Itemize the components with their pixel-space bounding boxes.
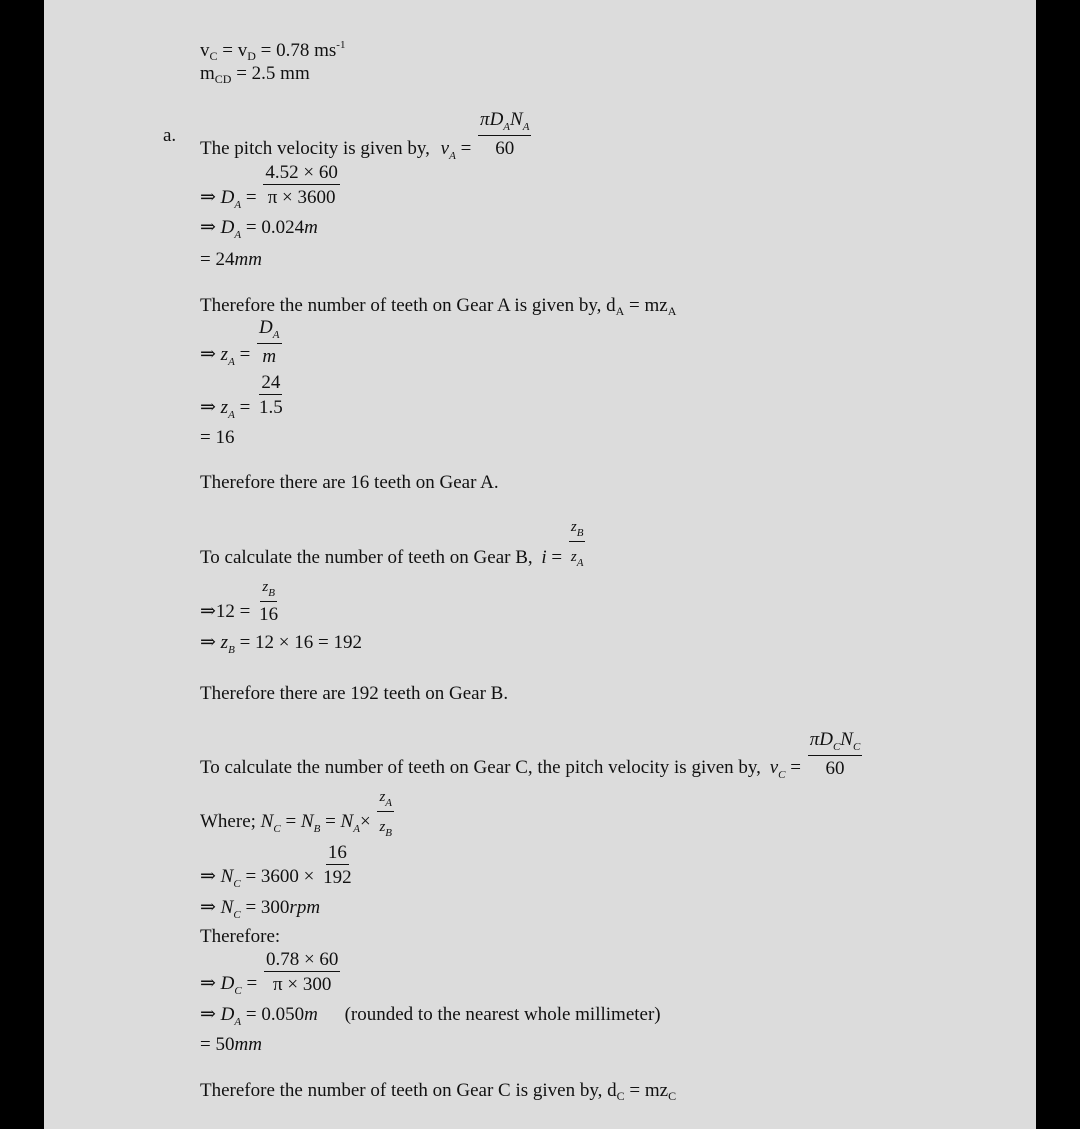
lhs [200, 866, 315, 891]
arrow-icon: ⇒ [200, 973, 216, 995]
text: = v [217, 40, 248, 61]
text: = 24 [200, 249, 235, 270]
text: = [246, 973, 258, 995]
var: D [259, 317, 273, 338]
var: D [220, 217, 235, 238]
numerator [478, 110, 531, 136]
text: = 0.024 [245, 217, 305, 238]
pitch-velocity-line [200, 109, 533, 163]
text: To calculate the number of teeth on Gear B, [200, 546, 533, 568]
var: z [570, 549, 577, 565]
fraction [569, 520, 586, 569]
unit: mm [234, 1034, 262, 1055]
za-step3: = 16 [200, 427, 235, 448]
conclusion-gear-b: Therefore there are 192 teeth on Gear B. [200, 683, 509, 704]
text: Therefore the number of teeth on Gear A is given by, d [200, 295, 616, 316]
numerator: 24 [261, 372, 281, 393]
conclusion-gear-a: Therefore there are 16 teeth on Gear A. [200, 472, 499, 493]
numerator [569, 520, 586, 542]
za-step1 [200, 317, 284, 369]
subscript: C [778, 769, 786, 782]
denominator [569, 542, 586, 569]
subscript: A [576, 557, 584, 569]
dc-step2 [200, 1005, 661, 1028]
lhs [200, 397, 251, 422]
text: = [460, 138, 472, 160]
denominator: π × 3600 [267, 187, 336, 208]
denominator: 1.5 [259, 397, 283, 418]
subscript: A [522, 121, 530, 133]
subscript: C [209, 49, 218, 63]
text: To calculate the number of teeth on Gear C, the pitch velocity is given by, [200, 757, 761, 779]
numerator: 4.52 × 60 [265, 162, 338, 183]
text: = mz [624, 295, 668, 316]
subscript: A [234, 1016, 242, 1028]
denominator: 16 [259, 604, 279, 625]
za-step2 [200, 372, 287, 422]
arrow-icon: ⇒ [200, 632, 216, 653]
subscript: A [353, 822, 360, 835]
arrow-icon: ⇒ [200, 187, 216, 209]
unit: mm [234, 249, 262, 270]
subscript: A [503, 121, 511, 133]
var: N [220, 897, 234, 918]
zb-step1 [200, 580, 282, 624]
unit: m [304, 1004, 318, 1025]
lhs [200, 187, 257, 212]
numerator [257, 318, 281, 344]
subscript: A [272, 329, 280, 341]
text: = 300 [245, 897, 290, 918]
denominator: 60 [495, 138, 515, 159]
text: = [790, 757, 801, 779]
subscript: A [449, 150, 456, 163]
var: D [819, 729, 833, 750]
text: = 0.050 [245, 1004, 305, 1025]
rounding-note: (rounded to the nearest whole millimeter) [344, 1004, 661, 1025]
numerator [808, 730, 863, 756]
document-page [44, 0, 1036, 1129]
denominator: 60 [825, 758, 845, 779]
var: z [379, 819, 386, 835]
text: = mz [624, 1080, 669, 1101]
var: v [769, 757, 779, 779]
fraction [808, 730, 863, 778]
text: The pitch velocity is given by, [200, 138, 430, 160]
denominator: 192 [323, 867, 352, 888]
text: = [285, 810, 297, 832]
da-step3 [200, 250, 262, 269]
subscript: A [385, 797, 393, 809]
subscript: C [234, 985, 242, 998]
unit: rpm [289, 897, 321, 918]
denominator: m [262, 346, 277, 367]
numerator [377, 790, 394, 812]
subscript: B [268, 587, 275, 599]
subscript: C [852, 741, 861, 753]
numerator: 16 [327, 842, 347, 863]
lhs [200, 973, 258, 998]
fraction [264, 950, 340, 994]
teeth-c-intro [200, 729, 864, 782]
teeth-c-outro [200, 1081, 676, 1102]
zb-step2 [200, 633, 362, 656]
denominator [377, 812, 394, 839]
var: N [840, 729, 853, 750]
therefore-label: Therefore: [200, 926, 281, 947]
subscript: B [313, 822, 321, 835]
subscript: C [616, 1089, 625, 1103]
text: = [239, 344, 251, 366]
var: N [220, 866, 234, 888]
dc-step1 [200, 949, 342, 998]
denominator: π × 300 [273, 974, 332, 995]
subscript: C [832, 741, 841, 753]
teeth-b-intro [200, 520, 587, 569]
arrow-icon: ⇒ [200, 217, 216, 238]
subscript: CD [214, 72, 232, 86]
nc-step2 [200, 898, 320, 921]
fraction [377, 790, 394, 839]
teeth-a-intro [200, 296, 676, 317]
dc-step3 [200, 1035, 262, 1054]
text: m [200, 63, 215, 84]
var: z [570, 519, 577, 535]
subscript: D [247, 49, 256, 63]
var: z [262, 579, 269, 595]
arrow-icon: ⇒ [200, 897, 216, 918]
arrow-icon: ⇒ [200, 1004, 216, 1025]
given-velocity-line [200, 40, 345, 62]
subscript: B [228, 644, 235, 656]
var: N [300, 810, 314, 832]
text: 12 = [215, 601, 251, 623]
fraction [257, 580, 280, 624]
subscript: A [228, 409, 235, 422]
text: × [359, 810, 371, 832]
lhs [200, 810, 371, 835]
text: = 50 [200, 1034, 235, 1055]
text: = 0.78 ms [255, 40, 337, 61]
var: i [541, 546, 547, 568]
var: π [480, 109, 490, 130]
var: z [220, 344, 229, 366]
lhs [769, 757, 801, 782]
arrow-icon: ⇒ [200, 601, 216, 623]
var: N [340, 810, 354, 832]
fraction [478, 110, 531, 158]
lhs [200, 601, 250, 622]
arrow-icon: ⇒ [200, 344, 216, 366]
text: = 2.5 mm [231, 63, 310, 84]
fraction [257, 318, 281, 366]
text: v [200, 40, 210, 61]
text: = [239, 397, 251, 419]
where-line [200, 790, 396, 839]
var: z [379, 789, 386, 805]
text: = 12 × 16 = 192 [239, 632, 362, 653]
fraction [321, 843, 354, 887]
arrow-icon: ⇒ [200, 397, 216, 419]
var: D [220, 973, 235, 995]
formula-lhs [440, 138, 472, 163]
text: = 3600 × [245, 866, 315, 888]
text: Where; [200, 810, 256, 832]
subscript: A [615, 304, 625, 318]
lhs [200, 344, 251, 369]
var: D [220, 1004, 235, 1025]
subscript: B [576, 527, 584, 539]
subscript: A [228, 356, 235, 369]
da-step1 [200, 162, 342, 212]
text: Therefore the number of teeth on Gear C is given by, d [200, 1080, 617, 1101]
var: N [510, 109, 523, 130]
subscript: C [273, 822, 281, 835]
var: z [220, 632, 229, 653]
text: = [325, 810, 336, 832]
subscript: A [667, 304, 677, 318]
var: N [260, 810, 274, 832]
fraction [257, 373, 285, 417]
subscript: B [385, 827, 393, 839]
unit: m [304, 217, 318, 238]
nc-step1 [200, 842, 356, 891]
var: v [440, 138, 450, 160]
arrow-icon: ⇒ [200, 866, 216, 888]
lhs [541, 547, 562, 568]
var: D [489, 109, 504, 130]
subscript: C [233, 878, 241, 891]
numerator [260, 580, 277, 602]
fraction [263, 163, 339, 207]
var: π [809, 729, 820, 750]
da-step2 [200, 218, 318, 241]
subscript: C [233, 909, 241, 921]
part-label: a. [163, 125, 177, 146]
superscript: -1 [336, 39, 346, 51]
var: D [220, 187, 235, 209]
subscript: A [234, 199, 242, 212]
text: = [245, 187, 257, 209]
numerator: 0.78 × 60 [265, 949, 339, 970]
given-module-line [200, 64, 310, 85]
subscript: A [234, 229, 242, 241]
var: z [220, 397, 229, 419]
text: = [551, 546, 563, 568]
subscript: C [668, 1089, 677, 1103]
